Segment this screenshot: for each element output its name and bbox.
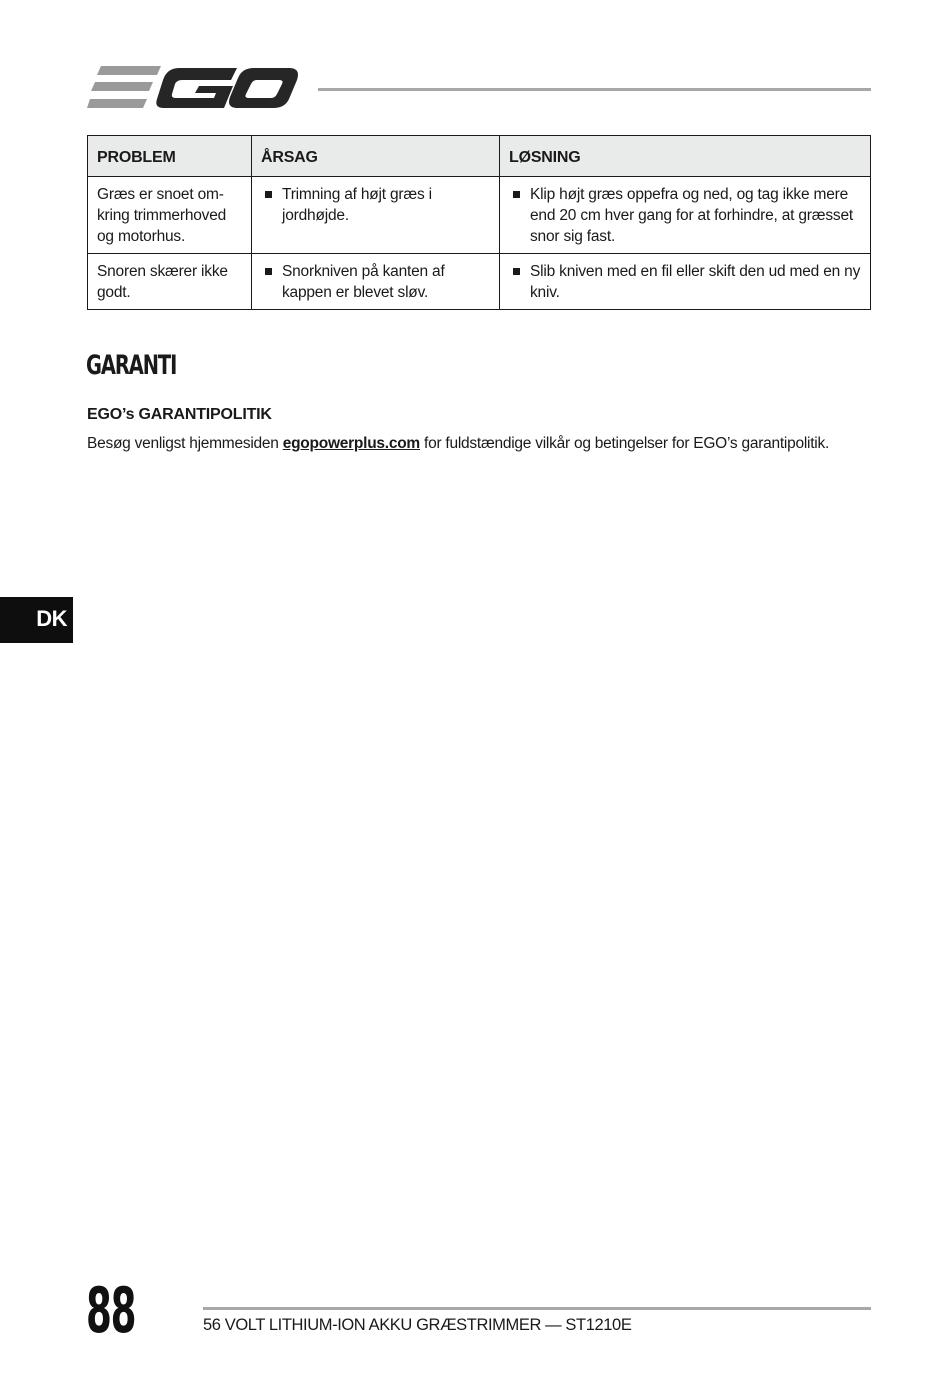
header-cause: ÅRSAG (252, 136, 500, 177)
header-rule (318, 88, 871, 91)
ego-logo (87, 64, 299, 112)
table-row (88, 254, 871, 310)
cause-cell (252, 254, 500, 310)
bullet-square-icon (513, 268, 520, 275)
cause-cell (252, 177, 500, 254)
bullet-square-icon (513, 191, 520, 198)
solution-cell (500, 177, 871, 254)
warranty-paragraph (87, 435, 887, 453)
table-row (88, 177, 871, 254)
troubleshooting-table (87, 135, 871, 310)
problem-cell: Snoren skærer ikke godt. (88, 254, 252, 310)
bullet-square-icon (265, 191, 272, 198)
problem-cell: Græs er snoet om-kring trimmerhoved og motorhus. (88, 177, 252, 254)
table-header-row (88, 136, 871, 177)
footer-rule (203, 1307, 871, 1310)
paragraph-text-after: for fuldstændige vilkår og betingelser for EGO’s garantipolitik. (419, 435, 830, 452)
footer-title: 56 VOLT LITHIUM-ION AKKU GRÆSTRIMMER — ST1210E (203, 1316, 632, 1334)
section-title: GARANTI (86, 350, 177, 381)
solution-text: Klip højt græs oppefra og ned, og tag ikke mere end 20 cm hver gang for at forhindre, at græsset snor sig fast. (530, 186, 853, 245)
language-tab-label: DK (36, 606, 67, 631)
header-problem: PROBLEM (88, 136, 252, 177)
cause-text: Trimning af højt græs i jordhøjde. (282, 186, 432, 224)
language-tab (0, 597, 73, 643)
cause-text: Snorkniven på kanten af kappen er blevet sløv. (282, 263, 445, 301)
paragraph-text-before: Besøg venligst hjemmesiden (87, 435, 283, 452)
page-number: 88 (86, 1274, 136, 1347)
header-solution: LØSNING (500, 136, 871, 177)
website-link[interactable]: egopowerplus.com (282, 435, 420, 452)
solution-text: Slib kniven med en fil eller skift den ud med en ny kniv. (530, 263, 861, 301)
bullet-square-icon (265, 268, 272, 275)
section-subtitle: EGO’s GARANTIPOLITIK (87, 406, 272, 423)
solution-cell (500, 254, 871, 310)
